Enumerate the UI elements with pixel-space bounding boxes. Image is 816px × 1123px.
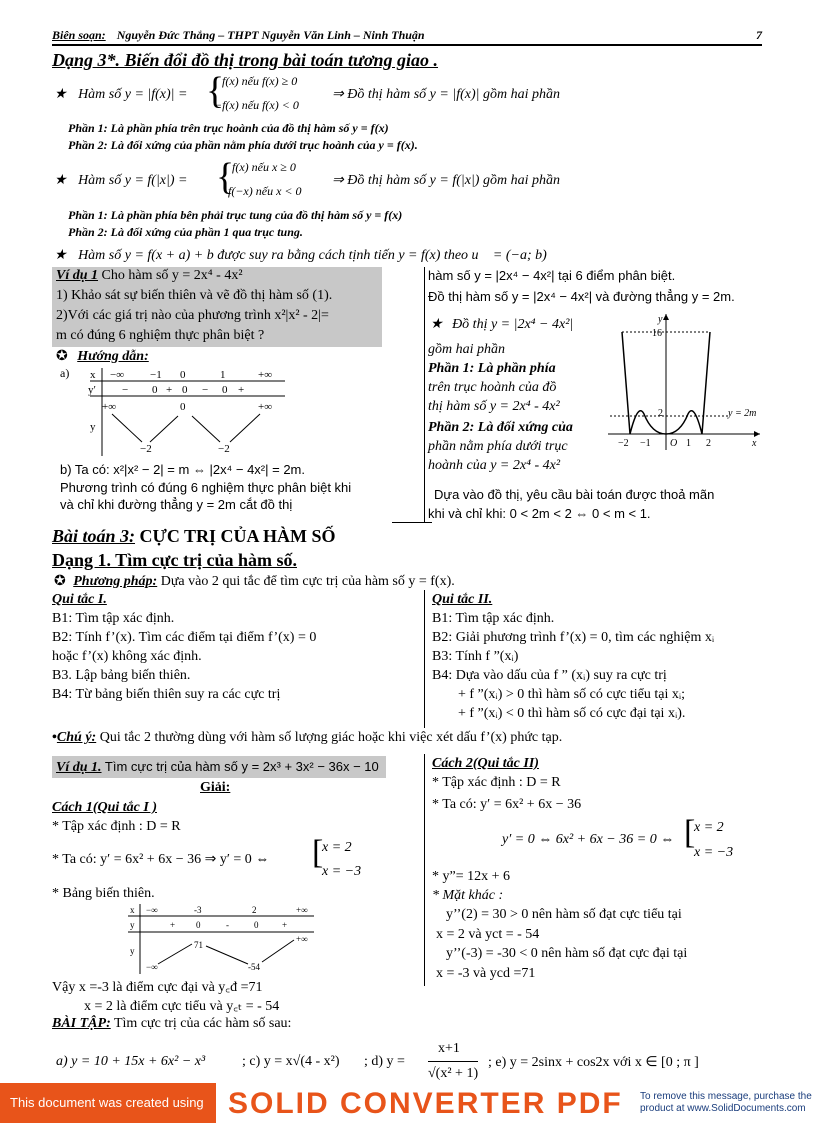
abs-graph: [600, 310, 775, 452]
b1-case2: −f(x) nếu f(x) < 0: [214, 98, 299, 112]
b2-part2: Phần 2: Là đối xứng của phần 1 qua trục tung.: [68, 225, 303, 239]
ex1-b3: và chỉ khi đường thẳng y = 2m cắt đồ thị: [60, 497, 293, 512]
column-divider: [424, 754, 425, 986]
ex2-stmt: Tìm cực trị của hàm số y = 2x³ + 3x² − 36x − 10: [101, 759, 379, 774]
guide-heading: [56, 348, 149, 365]
dang1-title: Dạng 1. Tìm cực trị của hàm số.: [52, 550, 297, 570]
fraction-bar: [428, 1061, 478, 1062]
vt1-top-2: 0: [180, 401, 186, 413]
vt1-yp-3: +: [166, 384, 173, 396]
page-header: [52, 28, 762, 46]
m2-sol-1: x = 2: [694, 820, 724, 835]
vt2-yp-4: 0: [254, 920, 259, 930]
note-line: •Chú ý: Qui tắc 2 thường dùng với hàm số lượng giác hoặc khi việc xét dấu f’(x) phức tạp.: [52, 730, 563, 745]
m2-line-1: * Tập xác định : D = R: [432, 775, 561, 790]
column-divider: [424, 267, 425, 523]
ex1-r2: Đồ thị hàm số y = |2x⁴ − 4x²| và đường thẳng y = 2m.: [428, 289, 735, 304]
ex2-statement: [56, 759, 379, 776]
vt2-yp-3: -: [226, 920, 229, 930]
banner-left: This document was created using: [0, 1083, 216, 1123]
vt1-yp-4: 0: [182, 384, 188, 396]
note-text: Qui tắc 2 thường dùng với hàm số lượng giác hoặc khi việc xét dấu f’(x) phức tạp.: [96, 730, 563, 745]
vt1-top-3: +∞: [258, 401, 273, 413]
m2-line-7: x = 2 và yct = - 54: [436, 927, 540, 942]
rule2-line-6: + f ”(xᵢ) < 0 thì hàm số có cực đại tại xᵢ).: [458, 706, 686, 721]
graph-y2: 2: [658, 408, 663, 419]
ex1-b1: b) Ta có: x²|x² − 2| = m ⇔ |2x⁴ − 4x²| = 2m.: [60, 462, 305, 477]
bullet-2: [54, 172, 187, 189]
gear-icon: ✪: [56, 349, 68, 364]
m2-line-5: * Mặt khác :: [432, 888, 504, 903]
exercise-label: BÀI TẬP:: [52, 1016, 111, 1031]
ex2-label: Ví dụ 1.: [56, 760, 102, 775]
rule1-line-2: B2: Tính f’(x). Tìm các điểm tại điểm f’(x) = 0: [52, 630, 317, 645]
bracket-icon: [: [312, 834, 324, 871]
vt2-x-4: +∞: [296, 905, 308, 915]
rule2-line-4: B4: Dựa vào dấu của f ” (xᵢ) suy ra cực trị: [432, 668, 667, 683]
part-a-label: a): [60, 366, 70, 380]
bt3-title: CỰC TRỊ CỦA HÀM SỐ: [135, 526, 336, 546]
b1-case1: f(x) nếu f(x) ≥ 0: [222, 74, 298, 88]
vt1-x-1: −∞: [110, 369, 125, 381]
rule1-line-5: B4: Từ bảng biến thiên suy ra các cực trị: [52, 687, 281, 702]
rule2-title: Qui tắc II.: [432, 592, 493, 607]
ex1-r3: Đồ thị y = |2x⁴ − 4x²|: [452, 317, 574, 332]
rule2-line-3: B3: Tính f ”(xᵢ): [432, 649, 519, 664]
exercise-heading: [52, 1016, 291, 1032]
ex1-b2: Phương trình có đúng 6 nghiệm thực phân biệt khi: [60, 480, 352, 495]
brace-icon: {: [206, 70, 225, 112]
ex1-stmt: Cho hàm số y = 2x⁴ - 4x²: [98, 268, 243, 283]
m2-line-3: y′ = 0 ⇔ 6x² + 6x − 36 = 0 ⇔: [502, 832, 675, 847]
vt1-yp-2: 0: [152, 384, 158, 396]
ex1-statement: [56, 268, 243, 284]
banner-note-1: To remove this message, purchase the: [640, 1091, 812, 1102]
m2-line-9: x = -3 và ycd =71: [436, 966, 536, 981]
vt1-yp-5: −: [202, 384, 209, 396]
section-title: Dạng 3*. Biến đổi đồ thị trong bài toán tương giao .: [52, 50, 439, 70]
rule1-title: Qui tắc I.: [52, 592, 107, 607]
vt2-y-label: y: [130, 946, 135, 956]
exercise-a: a) y = 10 + 15x + 6x² − x³: [56, 1054, 206, 1069]
bracket-icon: [: [684, 814, 696, 851]
star-icon: ★: [54, 248, 67, 263]
solution-label: Giải:: [200, 780, 231, 795]
m1-line-3: * Bảng biến thiên.: [52, 886, 155, 901]
brace-icon: {: [216, 156, 235, 198]
graph-xt-2: −1: [640, 438, 651, 449]
variation-table-1: [80, 366, 290, 458]
guide-label: Hướng dẫn:: [77, 349, 149, 364]
m1-sol-1: x = 2: [322, 840, 352, 855]
b1-part2: Phần 2: Là đối xứng của phần nằm phía dưới trục hoành của y = f(x).: [68, 138, 418, 152]
exercise-text: Tìm cực trị của các hàm số sau:: [110, 1016, 292, 1031]
ex1-r1: hàm số y = |2x⁴ − 4x²| tại 6 điểm phân biệt.: [428, 268, 676, 283]
b2-case2: f(−x) nếu x < 0: [228, 184, 302, 198]
m2-line-6: y’’(2) = 30 > 0 nên hàm số đạt cực tiểu tại: [446, 907, 682, 922]
vt2-x-label: x: [130, 905, 135, 915]
m2-line-4: * y”= 12x + 6: [432, 869, 511, 884]
bt3-label: Bài toán 3:: [52, 526, 136, 546]
rule1-line-1: B1: Tìm tập xác định.: [52, 611, 175, 626]
header-author: Nguyễn Đức Thắng – THPT Nguyễn Văn Linh – Ninh Thuận: [116, 28, 425, 42]
vt2-x-2: -3: [194, 905, 202, 915]
b2-lhs: Hàm số y = f(|x|) =: [78, 173, 188, 188]
vt1-x-5: +∞: [258, 369, 273, 381]
b2-part1: Phần 1: Là phần phía bên phải trục tung của đồ thị hàm số y = f(x): [68, 208, 403, 222]
method2-title: Cách 2(Qui tắc II): [432, 756, 539, 771]
graph-xt-1: −2: [618, 438, 629, 449]
m2-line-2: * Ta có: y′ = 6x² + 6x − 36: [432, 797, 582, 812]
vt2-x-1: −∞: [146, 905, 158, 915]
exercise-d-num: x+1: [438, 1041, 460, 1056]
vt1-yp-6: 0: [222, 384, 228, 396]
exercise-c: ; c) y = x√(4 - x²): [242, 1054, 340, 1069]
vt1-x-4: 1: [220, 369, 226, 381]
bt3-heading: [52, 526, 336, 547]
page-number: 7: [756, 28, 762, 42]
ex1-q1: 1) Khảo sát sự biến thiên và vẽ đồ thị hàm số (1).: [56, 288, 333, 303]
graph-xt-3: O: [670, 438, 678, 449]
ex1-r12: khi và chỉ khi: 0 < 2m < 2 ⇔ 0 < m < 1.: [428, 506, 651, 521]
m2-line-8: y’’(-3) = -30 < 0 nên hàm số đạt cực đại tại: [446, 946, 688, 961]
divider-tick: [392, 522, 432, 523]
converter-banner: [0, 1083, 816, 1123]
method-label: Phương pháp:: [73, 574, 158, 589]
star-icon: ★: [430, 317, 443, 332]
vt1-x-2: −1: [150, 369, 162, 381]
ex1-r9: phần nằm phía dưới trục: [428, 439, 568, 454]
rule2-line-5: + f ”(xᵢ) > 0 thì hàm số có cực tiểu tại xᵢ;: [458, 687, 686, 702]
rule1-line-4: B3. Lập bảng biến thiên.: [52, 668, 191, 683]
vt2-yp-1: +: [170, 920, 176, 930]
gear-icon: ✪: [54, 574, 66, 589]
vt1-yp-label: y′: [88, 384, 96, 396]
ex1-q2: 2)Với các giá trị nào của phương trình x²|x² - 2|=: [56, 308, 329, 323]
ex1-r3-line: [430, 316, 573, 333]
b2-case1: f(x) nếu x ≥ 0: [232, 160, 296, 174]
graph-y-label: y: [658, 314, 663, 325]
vt1-y-label: y: [90, 421, 96, 433]
vt2-x-3: 2: [252, 905, 257, 915]
m1-line-5: x = 2 là điểm cực tiểu và y꜀ₜ = - 54: [84, 999, 280, 1014]
ex1-r5: Phần 1: Là phần phía: [428, 361, 556, 376]
graph-y16: 16: [652, 328, 662, 339]
m1-line-4: Vậy x =-3 là điểm cực đại và y꜀đ =71: [52, 980, 263, 995]
star-icon: ★: [54, 87, 67, 102]
ex1-r8: Phần 2: Là đối xứng của: [428, 420, 573, 435]
method-text: Dựa vào 2 qui tắc để tìm cực trị của hàm số y = f(x).: [157, 574, 455, 589]
graph-x-label: x: [752, 438, 757, 449]
ex1-r4: gồm hai phần: [428, 342, 505, 357]
m2-sol-2: x = −3: [694, 845, 734, 860]
graph-xt-4: 1: [686, 438, 691, 449]
vt1-x-3: 0: [180, 369, 186, 381]
vt2-hi: 71: [194, 940, 203, 950]
vt2-lo: -54: [248, 962, 260, 972]
b1-part1: Phần 1: Là phần phía trên trục hoành của đồ thị hàm số y = f(x): [68, 121, 389, 135]
bullet-3: [54, 247, 547, 264]
b3-text: Hàm số y = f(x + a) + b được suy ra bằng cách tịnh tiến y = f(x) theo u⃗ = (−a; b): [78, 248, 547, 263]
rule2-line-2: B2: Giải phương trình f’(x) = 0, tìm các nghiệm xᵢ: [432, 630, 715, 645]
b1-lhs: Hàm số y = |f(x)| =: [78, 87, 188, 102]
graph-xt-5: 2: [706, 438, 711, 449]
variation-table-2: [126, 904, 316, 974]
m1-line-2: * Ta có: y′ = 6x² + 6x − 36 ⇒ y′ = 0 ⇔: [52, 852, 270, 867]
ex1-r7: thị hàm số y = 2x⁴ - 4x²: [428, 399, 560, 414]
method1-title: Cách 1(Qui tắc I ): [52, 800, 157, 815]
banner-brand: SOLID CONVERTER PDF: [228, 1087, 623, 1120]
b1-rhs: ⇒ Đồ thị hàm số y = |f(x)| gồm hai phần: [332, 87, 560, 102]
vt2-yp-label: y: [130, 920, 135, 930]
banner-note-2: product at www.SolidDocuments.com: [640, 1103, 806, 1114]
exercise-d-den: √(x² + 1): [428, 1066, 479, 1081]
graph-y2m: y = 2m: [728, 408, 757, 419]
m1-line-1: * Tập xác định : D = R: [52, 819, 181, 834]
vt1-top-1: +∞: [102, 401, 117, 413]
note-label: Chú ý:: [56, 730, 97, 745]
banner-note[interactable]: [640, 1091, 812, 1115]
bullet-1: [54, 86, 187, 103]
rule2-line-1: B1: Tìm tập xác định.: [432, 611, 555, 626]
column-divider: [424, 590, 425, 728]
vt2-pinf: +∞: [296, 934, 308, 944]
vt1-yp-1: −: [122, 384, 129, 396]
vt1-yp-7: +: [238, 384, 245, 396]
ex1-r6: trên trục hoành của đồ: [428, 380, 557, 395]
b2-rhs: ⇒ Đồ thị hàm số y = f(|x|) gồm hai phần: [332, 173, 560, 188]
exercise-d-prefix: ; d) y =: [364, 1054, 405, 1069]
header-prefix: Biên soạn:: [52, 28, 106, 42]
m1-sol-2: x = −3: [322, 864, 362, 879]
rule1-line-3: hoặc f’(x) không xác định.: [52, 649, 202, 664]
method-line: [54, 573, 455, 590]
ex1-q3: m có đúng 6 nghiệm thực phân biệt ?: [56, 328, 265, 343]
vt1-bot-1: −2: [140, 443, 152, 455]
vt2-minf: −∞: [146, 962, 158, 972]
vt1-bot-2: −2: [218, 443, 230, 455]
vt1-x-label: x: [90, 369, 96, 381]
ex1-label: Ví dụ 1: [56, 268, 99, 283]
ex1-r11: Dựa vào đồ thị, yêu cầu bài toán được thoả mãn: [434, 487, 715, 502]
ex1-r10: hoành của y = 2x⁴ - 4x²: [428, 458, 561, 473]
vt2-yp-5: +: [282, 920, 288, 930]
star-icon: ★: [54, 173, 67, 188]
exercise-e: ; e) y = 2sinx + cos2x với x ∈ [0 ; π ]: [488, 1055, 699, 1070]
vt2-yp-2: 0: [196, 920, 201, 930]
